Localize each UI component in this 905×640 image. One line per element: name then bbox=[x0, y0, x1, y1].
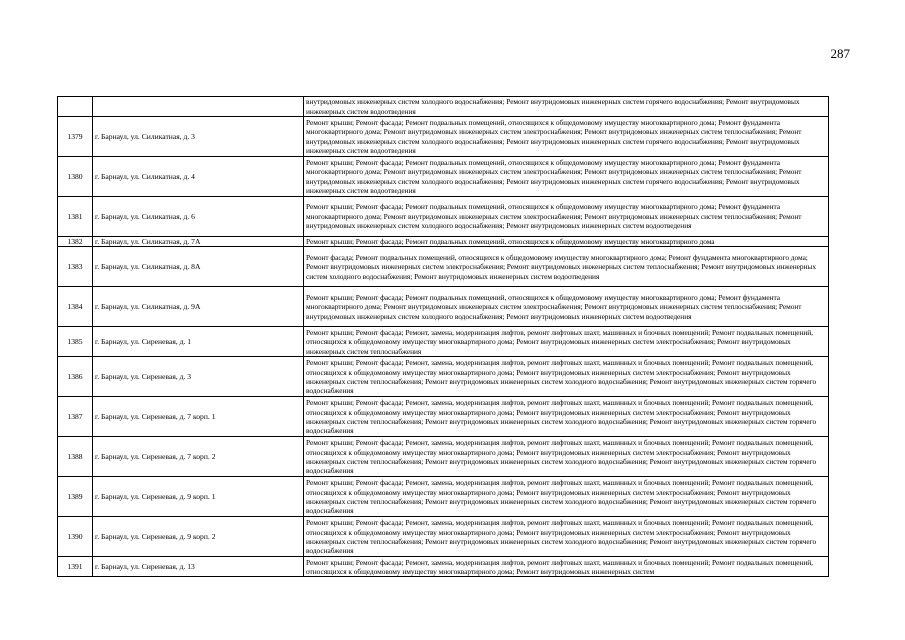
row-number: 1386 bbox=[58, 357, 93, 397]
repair-works: внутридомовых инженерных систем холодного водоснабжения; Ремонт внутридомовых инженерных систем горячего водоснабжения; Ремонт внутридомовых инженерных систем водоотведения bbox=[304, 97, 829, 117]
building-address bbox=[93, 97, 304, 117]
table-row bbox=[58, 197, 829, 237]
building-address: г. Барнаул, ул. Силикатная, д. 9А bbox=[93, 287, 304, 327]
table-row bbox=[58, 557, 829, 577]
row-number: 1385 bbox=[58, 327, 93, 357]
repair-works: Ремонт крыши; Ремонт фасада; Ремонт подвальных помещений, относящихся к общедомовому имуществу многоквартирного дома; Ремонт фундамента многоквартирного дома; Ремонт внутридомовых инженерных систем электроснабжения; Ремонт внутридомовых инженерных систем теплоснабжения; Ремонт внутридомовых инженерных систем холодного водоснабжения; Ремонт внутридомовых инженерных систем водоотведения bbox=[304, 197, 829, 237]
repair-works: Ремонт крыши; Ремонт фасада; Ремонт подвальных помещений, относящихся к общедомовому имуществу многоквартирного дома bbox=[304, 237, 829, 247]
repair-works: Ремонт крыши; Ремонт фасада; Ремонт, замена, модернизация лифтов, ремонт лифтовых шахт, машинных и блочных помещений; Ремонт подвальных помещений, относящихся к общедомовому имуществу многоквартирного дома; Ремонт внутридомовых инженерных систем электроснабжения; Ремонт внутридомовых инженерных систем теплоснабжения; Ремонт внутридомовых инженерных систем холодного водоснабжения; Ремонт внутридомовых инженерных систем горячего водоснабжения bbox=[304, 517, 829, 557]
page-number: 287 bbox=[830, 46, 850, 61]
repair-registry-table bbox=[57, 96, 829, 577]
building-address: г. Барнаул, ул. Сиреневая, д. 9 корп. 2 bbox=[93, 517, 304, 557]
table-row bbox=[58, 117, 829, 157]
table-row bbox=[58, 247, 829, 287]
table-row bbox=[58, 357, 829, 397]
repair-works: Ремонт крыши; Ремонт фасада; Ремонт, замена, модернизация лифтов, ремонт лифтовых шахт, машинных и блочных помещений; Ремонт подвальных помещений, относящихся к общедомовому имуществу многоквартирного дома; Ремонт внутридомовых инженерных систем электроснабжения; Ремонт внутридомовых инженерных систем теплоснабжения; Ремонт внутридомовых инженерных систем холодного водоснабжения; Ремонт внутридомовых инженерных систем горячего водоснабжения bbox=[304, 397, 829, 437]
row-number: 1381 bbox=[58, 197, 93, 237]
row-number: 1390 bbox=[58, 517, 93, 557]
building-address: г. Барнаул, ул. Сиреневая, д. 1 bbox=[93, 327, 304, 357]
building-address: г. Барнаул, ул. Силикатная, д. 7А bbox=[93, 237, 304, 247]
building-address: г. Барнаул, ул. Силикатная, д. 4 bbox=[93, 157, 304, 197]
building-address: г. Барнаул, ул. Сиреневая, д. 9 корп. 1 bbox=[93, 477, 304, 517]
repair-works: Ремонт крыши; Ремонт фасада; Ремонт, замена, модернизация лифтов, ремонт лифтовых шахт, машинных и блочных помещений; Ремонт подвальных помещений, относящихся к общедомовому имуществу многоквартирного дома; Ремонт внутридомовых инженерных систем bbox=[304, 557, 829, 577]
row-number: 1389 bbox=[58, 477, 93, 517]
table-row bbox=[58, 517, 829, 557]
row-number: 1391 bbox=[58, 557, 93, 577]
table-row bbox=[58, 237, 829, 247]
building-address: г. Барнаул, ул. Сиреневая, д. 3 bbox=[93, 357, 304, 397]
row-number: 1380 bbox=[58, 157, 93, 197]
table-row bbox=[58, 327, 829, 357]
row-number: 1387 bbox=[58, 397, 93, 437]
row-number: 1379 bbox=[58, 117, 93, 157]
building-address: г. Барнаул, ул. Сиреневая, д. 13 bbox=[93, 557, 304, 577]
building-address: г. Барнаул, ул. Сиреневая, д. 7 корп. 2 bbox=[93, 437, 304, 477]
repair-works: Ремонт крыши; Ремонт фасада; Ремонт подвальных помещений, относящихся к общедомовому имуществу многоквартирного дома; Ремонт фундамента многоквартирного дома; Ремонт внутридомовых инженерных систем электроснабжения; Ремонт внутридомовых инженерных систем теплоснабжения; Ремонт внутридомовых инженерных систем холодного водоснабжения; Ремонт внутридомовых инженерных систем водоотведения bbox=[304, 287, 829, 327]
row-number bbox=[58, 97, 93, 117]
table-row bbox=[58, 97, 829, 117]
repair-works: Ремонт крыши; Ремонт фасада; Ремонт подвальных помещений, относящихся к общедомовому имуществу многоквартирного дома; Ремонт фундамента многоквартирного дома; Ремонт внутридомовых инженерных систем электроснабжения; Ремонт внутридомовых инженерных систем теплоснабжения; Ремонт внутридомовых инженерных систем холодного водоснабжения; Ремонт внутридомовых инженерных систем горячего водоснабжения; Ремонт внутридомовых инженерных систем водоотведения bbox=[304, 157, 829, 197]
building-address: г. Барнаул, ул. Силикатная, д. 8А bbox=[93, 247, 304, 287]
table-row bbox=[58, 437, 829, 477]
repair-works: Ремонт крыши; Ремонт фасада; Ремонт, замена, модернизация лифтов, ремонт лифтовых шахт, машинных и блочных помещений; Ремонт подвальных помещений, относящихся к общедомовому имуществу многоквартирного дома; Ремонт внутридомовых инженерных систем электроснабжения; Ремонт внутридомовых инженерных систем теплоснабжения; Ремонт внутридомовых инженерных систем холодного водоснабжения; Ремонт внутридомовых инженерных систем горячего водоснабжения bbox=[304, 357, 829, 397]
table-row bbox=[58, 477, 829, 517]
building-address: г. Барнаул, ул. Силикатная, д. 6 bbox=[93, 197, 304, 237]
repair-works: Ремонт крыши; Ремонт фасада; Ремонт, замена, модернизация лифтов, ремонт лифтовых шахт, машинных и блочных помещений; Ремонт подвальных помещений, относящихся к общедомовому имуществу многоквартирного дома; Ремонт внутридомовых инженерных систем электроснабжения; Ремонт внутридомовых инженерных систем теплоснабжения bbox=[304, 327, 829, 357]
building-address: г. Барнаул, ул. Сиреневая, д. 7 корп. 1 bbox=[93, 397, 304, 437]
repair-works: Ремонт крыши; Ремонт фасада; Ремонт подвальных помещений, относящихся к общедомовому имуществу многоквартирного дома; Ремонт фундамента многоквартирного дома; Ремонт внутридомовых инженерных систем электроснабжения; Ремонт внутридомовых инженерных систем теплоснабжения; Ремонт внутридомовых инженерных систем холодного водоснабжения; Ремонт внутридомовых инженерных систем горячего водоснабжения; Ремонт внутридомовых инженерных систем водоотведения bbox=[304, 117, 829, 157]
table-row bbox=[58, 157, 829, 197]
row-number: 1388 bbox=[58, 437, 93, 477]
repair-works: Ремонт крыши; Ремонт фасада; Ремонт, замена, модернизация лифтов, ремонт лифтовых шахт, машинных и блочных помещений; Ремонт подвальных помещений, относящихся к общедомовому имуществу многоквартирного дома; Ремонт внутридомовых инженерных систем электроснабжения; Ремонт внутридомовых инженерных систем теплоснабжения; Ремонт внутридомовых инженерных систем холодного водоснабжения; Ремонт внутридомовых инженерных систем горячего водоснабжения bbox=[304, 477, 829, 517]
building-address: г. Барнаул, ул. Силикатная, д. 3 bbox=[93, 117, 304, 157]
row-number: 1382 bbox=[58, 237, 93, 247]
row-number: 1383 bbox=[58, 247, 93, 287]
repair-works: Ремонт крыши; Ремонт фасада; Ремонт, замена, модернизация лифтов, ремонт лифтовых шахт, машинных и блочных помещений; Ремонт подвальных помещений, относящихся к общедомовому имуществу многоквартирного дома; Ремонт внутридомовых инженерных систем электроснабжения; Ремонт внутридомовых инженерных систем теплоснабжения; Ремонт внутридомовых инженерных систем холодного водоснабжения; Ремонт внутридомовых инженерных систем горячего водоснабжения bbox=[304, 437, 829, 477]
table-row bbox=[58, 287, 829, 327]
row-number: 1384 bbox=[58, 287, 93, 327]
repair-works: Ремонт фасада; Ремонт подвальных помещений, относящихся к общедомовому имуществу многоквартирного дома; Ремонт фундамента многоквартирного дома; Ремонт внутридомовых инженерных систем электроснабжения; Ремонт внутридомовых инженерных систем теплоснабжения; Ремонт внутридомовых инженерных систем холодного водоснабжения; Ремонт внутридомовых инженерных систем водоотведения bbox=[304, 247, 829, 287]
table-row bbox=[58, 397, 829, 437]
